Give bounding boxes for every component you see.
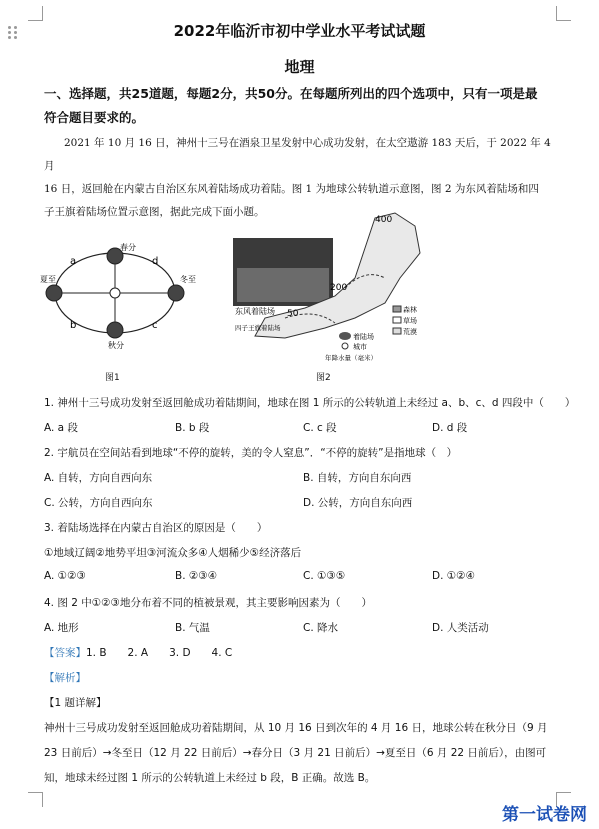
contour-200-label: 200	[330, 283, 348, 293]
siziwang-site-label: 四子王旗着陆场	[235, 324, 281, 332]
q1-option-d[interactable]: D. d 段	[432, 422, 468, 434]
figure2-caption: 图2	[316, 373, 331, 383]
legend-forest-swatch	[393, 306, 401, 312]
analysis-detail-label: 【1 题详解】	[44, 697, 107, 709]
section-heading-line2: 符合题目要求的。	[44, 110, 145, 125]
label-d: d	[152, 256, 159, 267]
legend-city-swatch	[342, 343, 348, 349]
intro-line1: 2021 年 10 月 16 日，神州十三号在酒泉卫星发射中心成功发射，在太空遨游 183 天后，于 2022 年 4 月	[44, 137, 551, 172]
q3-option-a[interactable]: A. ①②③	[44, 570, 86, 582]
earth-summer-icon	[46, 285, 62, 301]
q1-option-c[interactable]: C. c 段	[303, 422, 337, 434]
legend-grass: 草场	[403, 317, 417, 325]
earth-winter-icon	[168, 285, 184, 301]
intro-line3: 子王旗着陆场位置示意图，据此完成下面小题。	[44, 206, 265, 218]
answer-row	[44, 645, 232, 660]
section-heading-line1: 一、选择题，共25道题，每题2分，共50分。在每题所列出的四个选项中，只有一项是最	[44, 86, 538, 101]
dongfeng-site-label: 东风着陆场	[235, 307, 275, 316]
q1-stem: 1. 神州十三号成功发射至返回舱成功着陆期间，地球在图 1 所示的公转轨道上未经过 a、b、c、d 四段中（ ）	[44, 397, 576, 409]
legend-city: 城市	[353, 343, 367, 351]
q1-option-a[interactable]: A. a 段	[44, 422, 78, 434]
intro-line2: 16 日，返回舱在内蒙古自治区东风着陆场成功着陆。图 1 为地球公转轨道示意图，图 2 为东风着陆场和四	[44, 183, 539, 195]
analysis-label: 【解析】	[44, 672, 86, 684]
legend-desert: 荒漠	[403, 328, 417, 336]
sun-icon	[110, 288, 120, 298]
exam-title: 2022年临沂市初中学业水平考试试题	[173, 22, 426, 40]
q4-option-c[interactable]: C. 降水	[303, 622, 339, 634]
q3-option-c[interactable]: C. ①③⑤	[303, 570, 346, 582]
q2-option-a[interactable]: A. 自转，方向自西向东	[44, 472, 153, 484]
legend-landing: 着陆场	[353, 333, 374, 341]
label-c: c	[152, 320, 158, 331]
q3-option-d[interactable]: D. ①②④	[432, 570, 475, 582]
q2-option-b[interactable]: B. 自转，方向自东向西	[303, 472, 412, 484]
answer-label: 【答案】	[44, 647, 86, 659]
legend-desert-swatch	[393, 328, 401, 334]
q2-option-d[interactable]: D. 公转，方向自东向西	[303, 497, 413, 509]
q4-option-a[interactable]: A. 地形	[44, 622, 79, 634]
earth-autumn-icon	[107, 322, 123, 338]
q1-option-b[interactable]: B. b 段	[175, 422, 210, 434]
q3-choices: ①地域辽阔②地势平坦③河流众多④人烟稀少⑤经济落后	[44, 547, 302, 559]
contour-400-label: 400	[375, 215, 393, 225]
q4-option-d[interactable]: D. 人类活动	[432, 622, 489, 634]
q2-stem: 2. 宇航员在空间站看到地球“不停的旋转，美的令人窒息”．“不停的旋转”是指地球（ ）	[44, 447, 458, 459]
crop-mark-bottom-left	[28, 792, 43, 807]
figure1-caption: 图1	[105, 373, 120, 383]
label-dongzhi: 冬至	[180, 275, 196, 284]
label-qiufen: 秋分	[108, 341, 124, 350]
analysis-line1: 神州十三号成功发射至返回舱成功着陆期间，从 10 月 16 日到次年的 4 月 16 日，地球公转在秋分日（9 月	[44, 722, 548, 734]
analysis-line2: 23 日前后）→冬至日（12 月 22 日前后）→春分日（3 月 21 日前后）→夏至日（6 月 22 日前后），由图可	[44, 747, 547, 759]
legend-rain: 年降水量（毫米）	[325, 354, 377, 362]
subject-title: 地理	[284, 58, 315, 76]
q2-option-c[interactable]: C. 公转，方向自西向东	[44, 497, 153, 509]
legend-landing-swatch	[339, 332, 351, 340]
legend-grass-swatch	[393, 317, 401, 323]
label-chunfen: 春分	[120, 243, 136, 252]
answer-text: 1. B 2. A 3. D 4. C	[86, 647, 233, 659]
q3-option-b[interactable]: B. ②③④	[175, 570, 218, 582]
figure2-map	[225, 208, 445, 368]
label-b: b	[70, 320, 77, 331]
analysis-line3: 知，地球未经过图 1 所示的公转轨道上未经过 b 段，B 正确。故选 B。	[44, 772, 376, 784]
crop-mark-top-left	[28, 6, 43, 21]
section-heading	[44, 82, 564, 130]
q4-stem: 4. 图 2 中①②③地分布着不同的植被景观，其主要影响因素为（ ）	[44, 597, 372, 609]
q4-option-b[interactable]: B. 气温	[175, 622, 210, 634]
label-xiazhi: 夏至	[40, 275, 56, 284]
figure1-orbit-diagram	[40, 238, 200, 358]
crop-mark-top-right	[556, 6, 571, 21]
watermark-logo: 第一试卷网	[502, 805, 587, 825]
contour-50-label: 50	[287, 309, 299, 319]
label-a: a	[70, 256, 77, 267]
q3-stem: 3. 着陆场选择在内蒙古自治区的原因是（ ）	[44, 522, 268, 534]
landing-photo-ground	[237, 268, 329, 302]
legend-forest: 森林	[403, 306, 417, 314]
